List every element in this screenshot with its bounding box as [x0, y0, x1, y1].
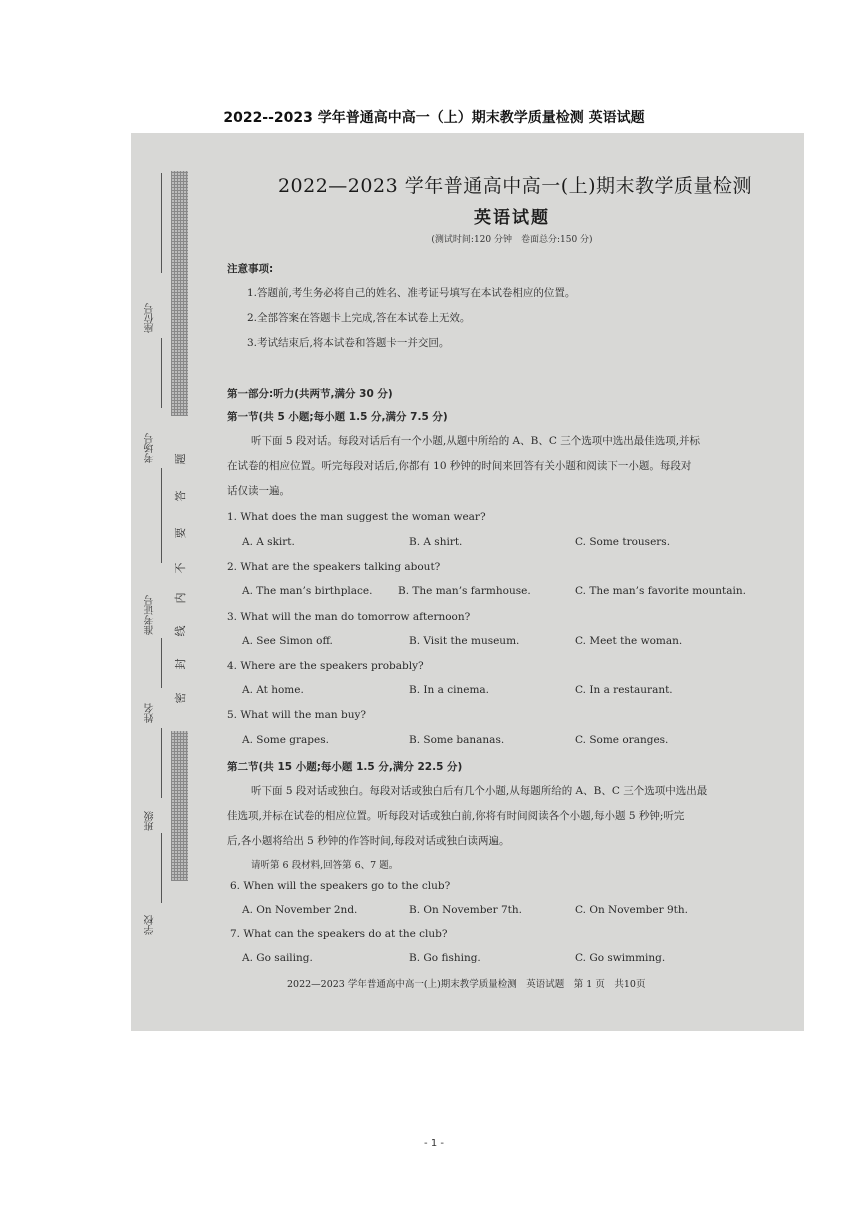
section2-instructions-line: 听下面 5 段对话或独白。每段对话或独白后有几个小题,从每题所给的 A、B、C 三个选项中选出最	[251, 785, 708, 797]
section1-instructions-line: 听下面 5 段对话。每段对话后有一个小题,从题中所给的 A、B、C 三个选项中选出最佳选项,并标	[251, 435, 701, 447]
seat-line	[161, 173, 162, 273]
question-5-option-a: A. Some grapes.	[242, 734, 329, 746]
question-3-option-b: B. Visit the museum.	[409, 635, 520, 647]
question-1-option-b: B. A shirt.	[409, 536, 463, 548]
question-4-option-a: A. At home.	[242, 684, 304, 696]
question-6-option-a: A. On November 2nd.	[242, 904, 358, 916]
material-note: 请听第 6 段材料,回答第 6、7 题。	[251, 860, 399, 871]
page-number: - 1 -	[424, 1138, 444, 1149]
exam-page-footer: 2022—2023 学年普通高中高一(上)期末教学质量检测 英语试题 第 1 页 共10页	[287, 979, 646, 990]
school-label: 学校	[145, 915, 156, 935]
paper-info: (测试时间:120 分钟 卷面总分:150 分)	[431, 235, 593, 245]
question-7-option-b: B. Go fishing.	[409, 952, 481, 964]
class-label: 班级	[145, 811, 156, 831]
question-3-option-a: A. See Simon off.	[242, 635, 333, 647]
class-line	[161, 728, 162, 798]
binding-warning-char: 内	[174, 592, 187, 604]
question-1-option-a: A. A skirt.	[242, 536, 295, 548]
question-7: 7. What can the speakers do at the club?	[230, 928, 448, 940]
binding-strip-top	[171, 171, 188, 416]
seat-label: 座位号	[145, 303, 156, 333]
note-item: 1.答题前,考生务必将自己的姓名、准考证号填写在本试卷相应的位置。	[247, 287, 576, 299]
question-1-option-c: C. Some trousers.	[575, 536, 671, 548]
question-7-option-a: A. Go sailing.	[242, 952, 313, 964]
school-line	[161, 833, 162, 903]
question-5: 5. What will the man buy?	[227, 709, 367, 721]
name-label: 姓名	[145, 703, 156, 723]
binding-warning-char: 不	[174, 562, 187, 574]
binding-warning-char: 线	[174, 625, 187, 637]
question-5-option-b: B. Some bananas.	[409, 734, 505, 746]
question-6: 6. When will the speakers go to the club?	[230, 880, 451, 892]
section1-heading: 第一节(共 5 小题;每小题 1.5 分,满分 7.5 分)	[227, 411, 448, 423]
room-label: 考场号	[145, 433, 156, 463]
question-2: 2. What are the speakers talking about?	[227, 561, 441, 573]
ticket-label: 准考证号	[145, 595, 156, 635]
section1-instructions-line: 在试卷的相应位置。听完每段对话后,你都有 10 秒钟的时间来回答有关小题和阅读下一小题。每段对	[227, 460, 692, 472]
question-1: 1. What does the man suggest the woman wear?	[227, 511, 486, 523]
question-4-option-c: C. In a restaurant.	[575, 684, 673, 696]
question-2-option-b: B. The man’s farmhouse.	[398, 585, 531, 597]
section1-instructions-line: 话仅读一遍。	[227, 485, 290, 497]
ticket-line	[161, 468, 162, 563]
question-4-option-b: B. In a cinema.	[409, 684, 490, 696]
section2-instructions-line: 佳选项,并标在试卷的相应位置。听每段对话或独白前,你将有时间阅读各个小题,每小题 5 秒钟;听完	[227, 810, 685, 822]
room-line	[161, 338, 162, 408]
binding-warning-char: 封	[174, 658, 187, 670]
binding-margin	[131, 133, 231, 1031]
question-7-option-c: C. Go swimming.	[575, 952, 666, 964]
binding-warning-char: 密	[174, 692, 187, 704]
question-2-option-a: A. The man’s birthplace.	[242, 585, 373, 597]
part1-heading: 第一部分:听力(共两节,满分 30 分)	[227, 388, 393, 400]
binding-warning-char: 要	[174, 527, 187, 539]
question-6-option-b: B. On November 7th.	[409, 904, 523, 916]
question-2-option-c: C. The man’s favorite mountain.	[575, 585, 746, 597]
section2-instructions-line: 后,各小题将给出 5 秒钟的作答时间,每段对话或独白读两遍。	[227, 835, 510, 847]
note-item: 3.考试结束后,将本试卷和答题卡一并交回。	[247, 337, 450, 349]
binding-warning-char: 答	[174, 490, 187, 502]
question-5-option-c: C. Some oranges.	[575, 734, 669, 746]
question-4: 4. Where are the speakers probably?	[227, 660, 424, 672]
question-3: 3. What will the man do tomorrow afternoon?	[227, 611, 471, 623]
binding-warning-char: 题	[174, 453, 187, 465]
notes-heading: 注意事项:	[227, 263, 274, 275]
scanned-exam-page	[131, 133, 804, 1031]
section2-heading: 第二节(共 15 小题;每小题 1.5 分,满分 22.5 分)	[227, 761, 463, 773]
question-6-option-c: C. On November 9th.	[575, 904, 688, 916]
note-item: 2.全部答案在答题卡上完成,答在本试卷上无效。	[247, 312, 471, 324]
paper-title: 2022—2023 学年普通高中高一(上)期末教学质量检测	[277, 175, 753, 197]
document-header-title: 2022--2023 学年普通高中高一（上）期末教学质量检测 英语试题	[223, 110, 645, 126]
name-line	[161, 638, 162, 688]
binding-strip-bottom	[171, 731, 188, 881]
paper-subtitle: 英语试题	[474, 208, 550, 228]
question-3-option-c: C. Meet the woman.	[575, 635, 683, 647]
